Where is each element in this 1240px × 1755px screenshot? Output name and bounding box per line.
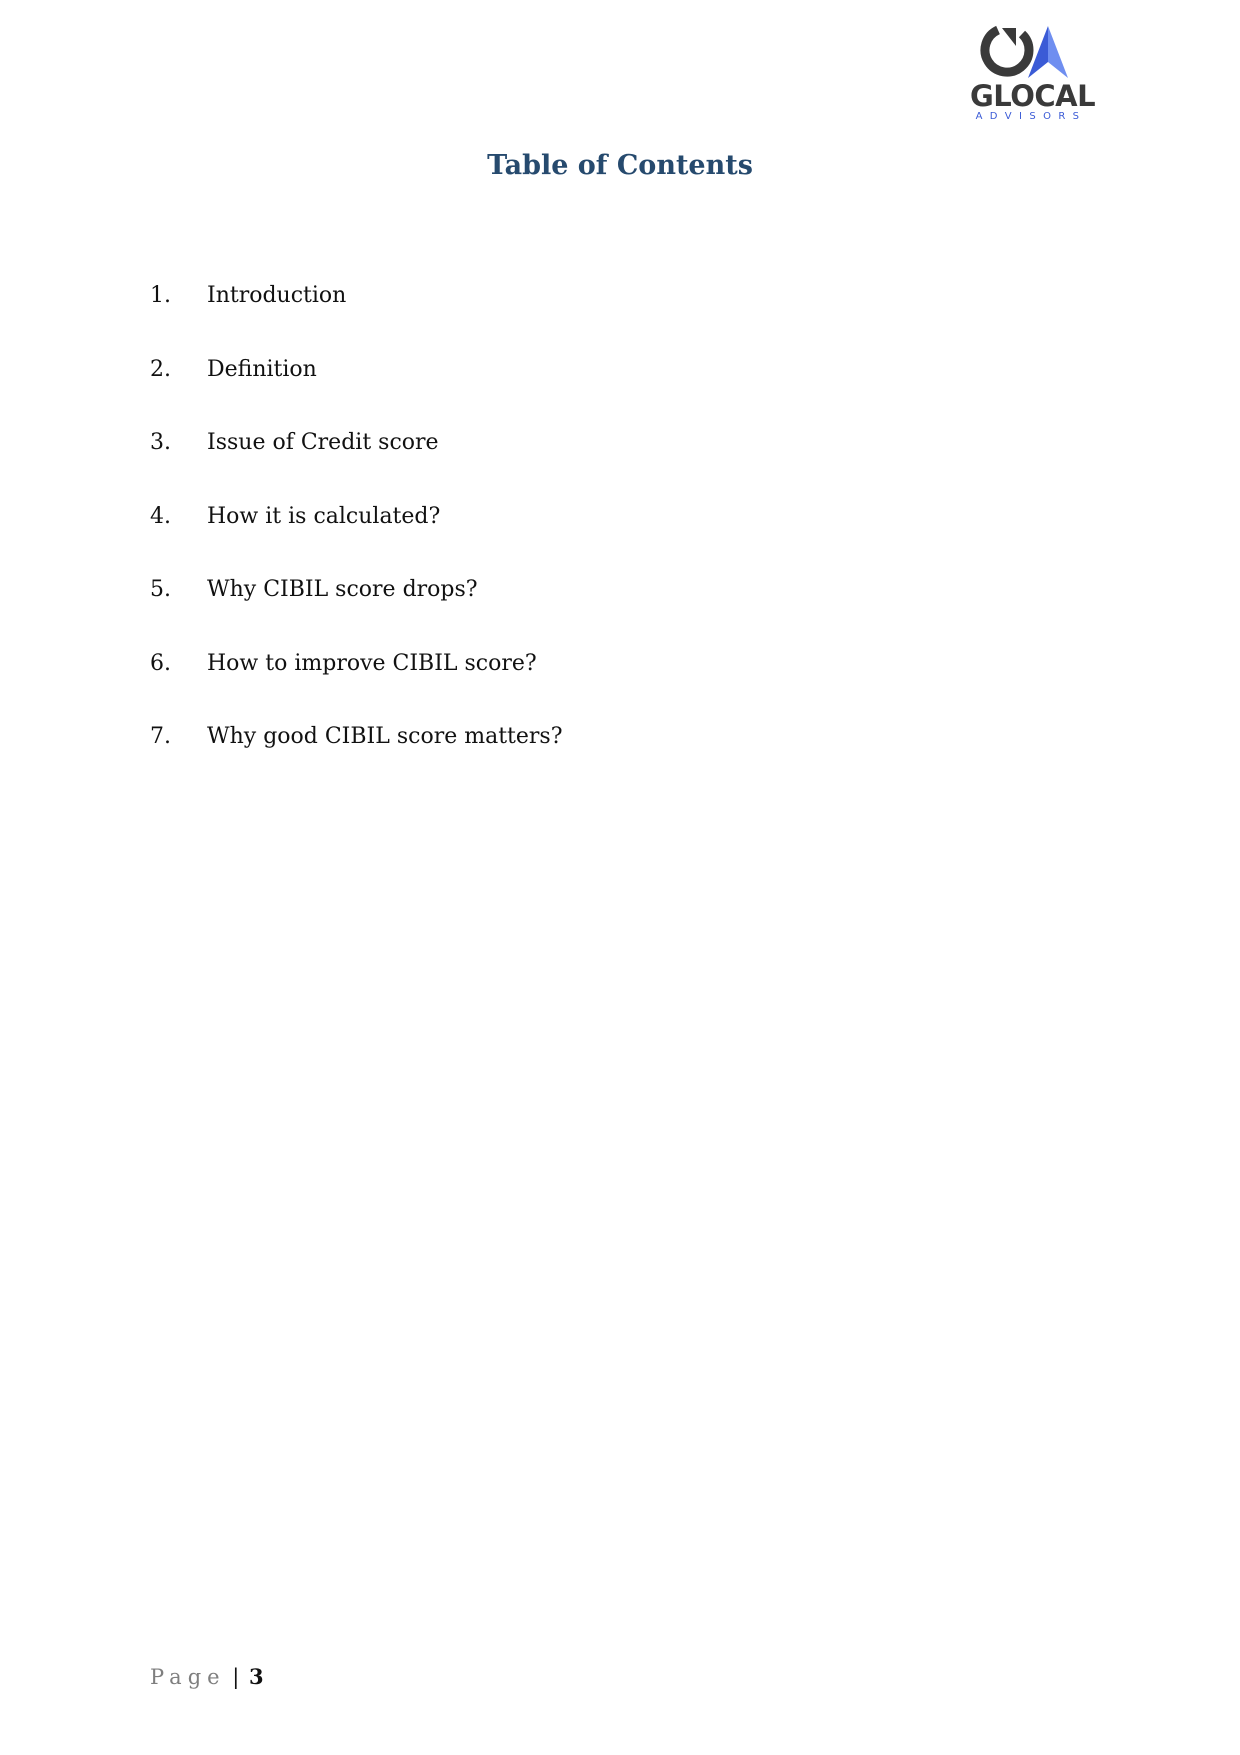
- logo-tagline: ADVISORS: [975, 111, 1087, 122]
- toc-item: [150, 430, 563, 504]
- toc-item-number: 3.: [150, 430, 171, 455]
- toc-item-number: 1.: [150, 283, 171, 308]
- logo-mark-icon: [976, 22, 1084, 84]
- toc-item: [150, 283, 563, 357]
- toc-item: [150, 577, 563, 651]
- toc-item-label: Why CIBIL score drops?: [207, 577, 478, 602]
- page-footer: [150, 1666, 264, 1688]
- toc-item-label: Why good CIBIL score matters?: [207, 724, 563, 749]
- company-logo: [970, 20, 1096, 125]
- toc-item-number: 5.: [150, 577, 171, 602]
- toc-item: [150, 651, 563, 725]
- toc-item-number: 6.: [150, 650, 171, 676]
- logo-wordmark: GLOCAL: [970, 79, 1096, 113]
- footer-separator: |: [232, 1665, 240, 1689]
- footer-page-label: Page: [150, 1665, 226, 1689]
- toc-item-number: 2.: [150, 356, 171, 382]
- toc-item-label: Introduction: [207, 283, 347, 308]
- toc-item-label: How to improve CIBIL score?: [207, 650, 537, 676]
- toc-item-label: Definition: [207, 356, 317, 382]
- toc-item: [150, 504, 563, 578]
- toc-item: [150, 724, 563, 798]
- page-title: Table of Contents: [487, 150, 753, 181]
- toc-item-number: 7.: [150, 724, 171, 749]
- toc-item-number: 4.: [150, 503, 171, 529]
- footer-page-number: 3: [249, 1664, 264, 1689]
- toc-item-label: Issue of Credit score: [207, 430, 439, 455]
- toc-item-label: How it is calculated?: [207, 503, 441, 529]
- table-of-contents: [150, 283, 563, 798]
- toc-item: [150, 357, 563, 431]
